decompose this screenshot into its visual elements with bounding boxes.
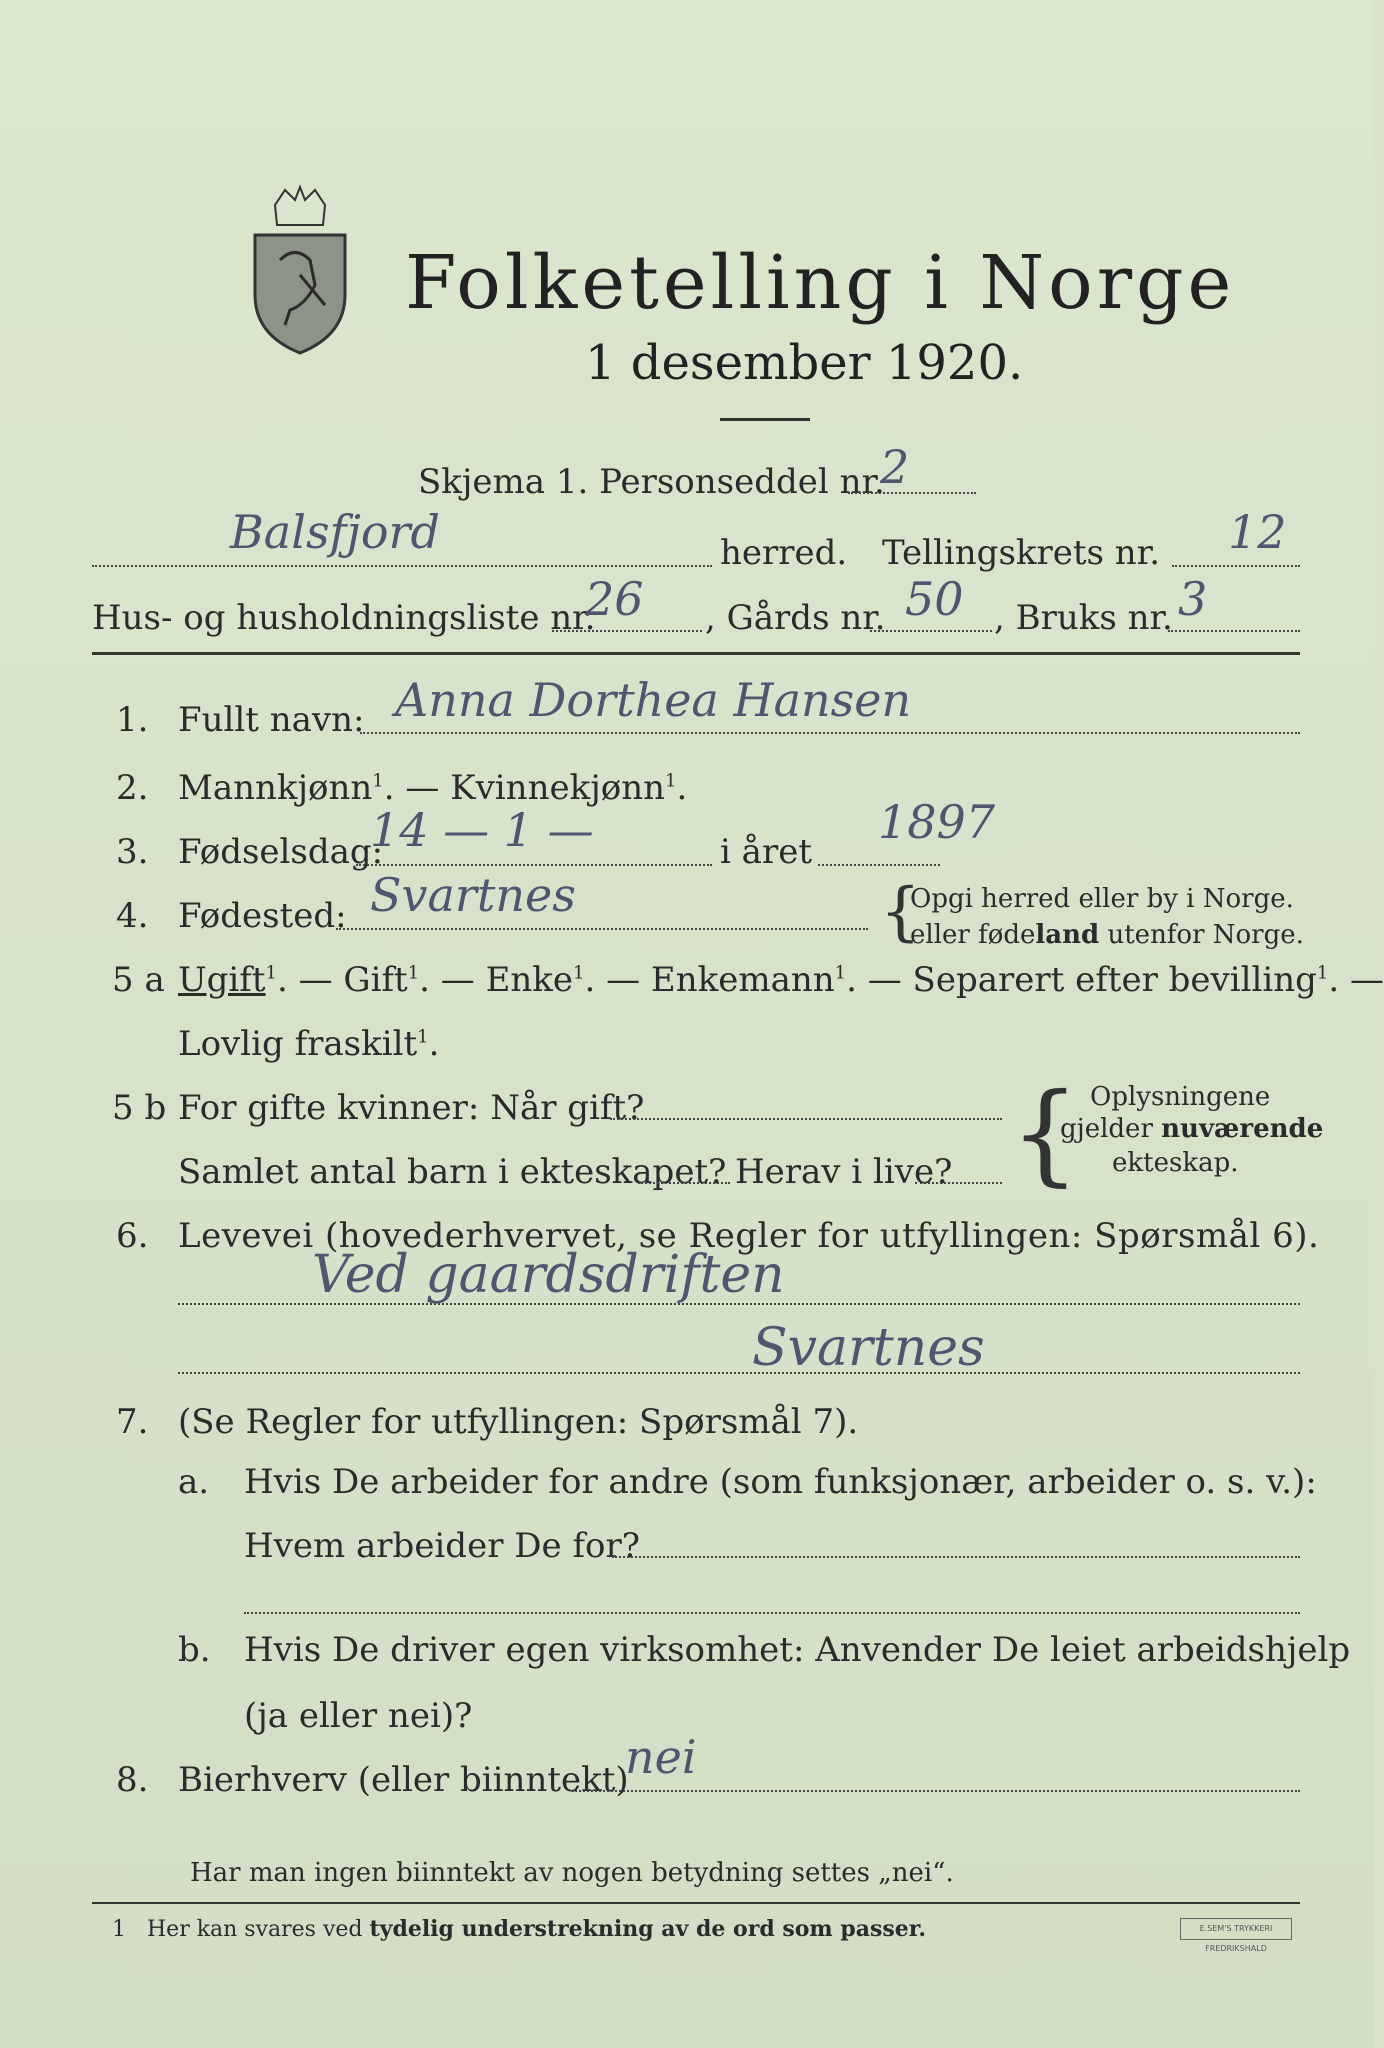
q2-number: 2. xyxy=(116,768,149,808)
tellingskrets-line xyxy=(1172,565,1300,567)
q4-note-line2: eller fødeland utenfor Norge. xyxy=(910,920,1304,950)
q5b-label-children: Samlet antal barn i ekteskapet? xyxy=(178,1152,727,1192)
q1-value: Anna Dorthea Hansen xyxy=(395,673,912,727)
q3-label: Fødselsdag: xyxy=(178,832,384,872)
schema-value: 2 xyxy=(880,440,910,494)
herred-line xyxy=(92,565,712,567)
herred-value: Balsfjord xyxy=(230,505,440,559)
census-form: Folketelling i Norge 1 desember 1920. Skjema 1. Personseddel nr. 2 Balsfjord herred. Tellingskrets nr. 12 Hus- og husholdningsliste nr. 26 , Gårds nr. 50 , Bruks nr. 3 1. Fullt navn: Anna Dorthea Hansen 2. Mannkjønn$^1$. — Kvinnekjønn$^1$. 3. Fødselsdag: 14 — 1 — i året 1897 4. Fødested: Svartnes { Opgi herred eller by i Norge. eller fødeland utenfor Norge. 5 a Ugift$^1$. — Gift$^1$. — Enke$^1$. — Enkemann$^1$. — Separert efter bevilling$^1$. — Lovlig fraskilt$^1$. 5 b For gifte kvinner: Når gift? Samlet antal barn i ekteskapet? Herav i live? { Oplysningene gjelder nuværende ekteskap. 6. Levevei (hovederhvervet, se Regler for utfyllingen: Spørsmål 6). Ved gaardsdriften Svartnes 7. (Se Regler for utfyllingen: Spørsmål 7). a. Hvis De arbeider for andre (som funksjonær, arbeider o. s. v.): Hvem arbeider De for? b. Hvis De driver egen virksomhet: Anvender De leiet arbeidshjelp (ja eller nei)? 8. Bierhverv (eller biinntekt) nei Har man ingen biinntekt av nogen betydning settes „nei“. 1 Her kan svares ved tydelig understrekning av de ord som passer. E.SEM'S TRYKKERI FREDRIKSHALD xyxy=(0,0,1374,2048)
hus-line xyxy=(552,630,702,632)
q5b-label-married: For gifte kvinner: Når gift? xyxy=(178,1088,645,1128)
q1-label: Fullt navn: xyxy=(178,700,365,740)
page-title: Folketelling i Norge xyxy=(405,240,1236,326)
q5a-ugift: Ugift xyxy=(178,960,266,1000)
q1-number: 1. xyxy=(116,700,149,740)
q7-label: (Se Regler for utfyllingen: Spørsmål 7). xyxy=(178,1402,859,1442)
norway-coat-of-arms-icon xyxy=(245,185,355,355)
q8-label: Bierhverv (eller biinntekt) xyxy=(178,1760,629,1800)
q7b-number: b. xyxy=(178,1630,211,1670)
q8-line xyxy=(572,1790,1300,1792)
q8-value: nei xyxy=(625,1730,697,1784)
q7a-line1 xyxy=(612,1556,1300,1558)
q5b-children-line xyxy=(638,1182,730,1184)
footnote: 1 Her kan svares ved tydelig understrekning av de ord som passer. xyxy=(112,1916,926,1942)
q5a-number: 5 a xyxy=(112,960,165,1000)
q7a-label: Hvis De arbeider for andre (som funksjonær, arbeider o. s. v.): xyxy=(244,1462,1317,1502)
printer-stamp: E.SEM'S TRYKKERI FREDRIKSHALD xyxy=(1180,1918,1292,1940)
q4-line xyxy=(336,928,868,930)
bruks-line xyxy=(1168,630,1300,632)
q3-line xyxy=(356,864,712,866)
q4-number: 4. xyxy=(116,896,149,936)
q3-year-value: 1897 xyxy=(878,795,996,849)
q4-label: Fødested: xyxy=(178,896,347,936)
q7b-question: (ja eller nei)? xyxy=(244,1696,473,1736)
q6-number: 6. xyxy=(116,1216,149,1256)
q5b-number: 5 b xyxy=(112,1088,167,1128)
bruks-value: 3 xyxy=(1178,572,1208,626)
q5b-label-alive: Herav i live? xyxy=(735,1152,953,1192)
q3-year-line xyxy=(818,864,940,866)
q4-note-line1: Opgi herred eller by i Norge. xyxy=(910,884,1294,914)
q2-sex-options: Mannkjønn$^1$. — Kvinnekjønn$^1$. xyxy=(178,768,688,808)
gards-line xyxy=(870,630,992,632)
schema-line xyxy=(848,492,976,494)
header-divider xyxy=(92,652,1300,655)
q5b-married-line xyxy=(610,1118,1002,1120)
q7b-label: Hvis De driver egen virksomhet: Anvender De leiet arbeidshjelp xyxy=(244,1630,1351,1670)
q1-line xyxy=(360,732,1300,734)
hus-value: 26 xyxy=(585,572,644,626)
q6-value-line2: Svartnes xyxy=(752,1318,985,1378)
q7-number: 7. xyxy=(116,1402,149,1442)
q7a-number: a. xyxy=(178,1462,210,1502)
q5b-note-line3: ekteskap. xyxy=(1112,1148,1239,1178)
q6-label: Levevei (hovederhvervet, se Regler for utfyllingen: Spørsmål 6). xyxy=(178,1216,1320,1256)
title-divider xyxy=(720,418,810,421)
census-date: 1 desember 1920. xyxy=(585,335,1024,391)
q8-note: Har man ingen biinntekt av nogen betydning settes „nei“. xyxy=(190,1858,954,1888)
q5a-marital-options: Ugift$^1$. — Gift$^1$. — Enke$^1$. — Enkemann$^1$. — Separert efter bevilling$^1$. — xyxy=(178,960,1384,1000)
q3-number: 3. xyxy=(116,832,149,872)
q2-female-label: Kvinnekjønn xyxy=(450,768,665,808)
q5b-alive-line xyxy=(915,1182,1002,1184)
q6-line2 xyxy=(178,1372,1300,1374)
q7a-question: Hvem arbeider De for? xyxy=(244,1526,640,1566)
q5b-note-line1: Oplysningene xyxy=(1090,1082,1271,1112)
hus-label: Hus- og husholdningsliste nr. xyxy=(92,598,596,638)
footnote-divider xyxy=(92,1902,1300,1904)
gards-label: , Gårds nr. xyxy=(705,598,886,638)
gards-value: 50 xyxy=(905,572,964,626)
schema-label: Skjema 1. Personseddel nr. xyxy=(418,462,885,502)
q2-male-label: Mannkjønn xyxy=(178,768,373,808)
q3-value: 14 — 1 — xyxy=(370,803,594,857)
tellingskrets-label: Tellingskrets nr. xyxy=(882,533,1161,573)
q5a-fraskilt: Lovlig fraskilt$^1$. xyxy=(178,1024,440,1064)
q5b-note-line2: gjelder nuværende xyxy=(1060,1114,1324,1144)
herred-label: herred. xyxy=(720,533,848,573)
bruks-label: , Bruks nr. xyxy=(994,598,1173,638)
q4-value: Svartnes xyxy=(370,868,576,922)
q3-year-label: i året xyxy=(720,832,812,872)
q8-number: 8. xyxy=(116,1760,149,1800)
q6-value-line1: Ved gaardsdriften xyxy=(312,1245,785,1305)
tellingskrets-value: 12 xyxy=(1228,505,1287,559)
q7a-line2 xyxy=(244,1612,1300,1614)
